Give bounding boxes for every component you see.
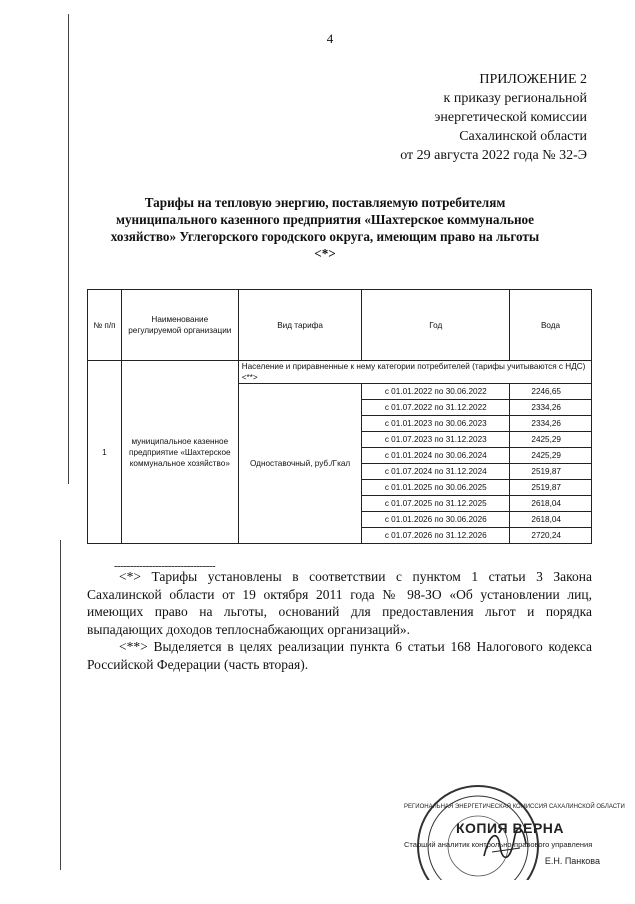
stamp-organization: РЕГИОНАЛЬНАЯ ЭНЕРГЕТИЧЕСКАЯ КОМИССИЯ САХАЛИНСКОЙ ОБЛАСТИ xyxy=(404,804,625,810)
footnote-separator: -------------------------------- xyxy=(114,560,216,572)
value-cell: 2425,29 xyxy=(510,432,592,448)
signature-icon xyxy=(480,826,530,866)
value-cell: 2334,26 xyxy=(510,416,592,432)
appendix-title: ПРИЛОЖЕНИЕ 2 xyxy=(479,72,587,87)
value-cell: 2618,04 xyxy=(510,496,592,512)
period-cell: с 01.07.2024 по 31.12.2024 xyxy=(362,464,510,480)
header-water: Вода xyxy=(510,290,592,361)
organization-name: муниципальное казенное предприятие «Шахтерское коммунальное хозяйство» xyxy=(121,361,238,544)
period-cell: с 01.01.2026 по 30.06.2026 xyxy=(362,512,510,528)
footnote-2: <**> Выделяется в целях реализации пункта 6 статьи 168 Налогового кодекса Российской Федерации (часть вторая). xyxy=(87,639,592,672)
stamp-copy-label: КОПИЯ ВЕРНА xyxy=(456,820,565,836)
value-cell: 2618,04 xyxy=(510,512,592,528)
row-number: 1 xyxy=(88,361,122,544)
table-header-row xyxy=(88,290,592,361)
table-row-category xyxy=(88,361,592,384)
tariff-type: Одноставочный, руб./Гкал xyxy=(238,384,362,544)
consumer-category: Население и приравненные к нему категории потребителей (тарифы учитываются с НДС) <**> xyxy=(238,361,591,384)
header-org: Наименование регулируемой организации xyxy=(121,290,238,361)
period-cell: с 01.07.2022 по 31.12.2022 xyxy=(362,400,510,416)
footnotes xyxy=(87,568,592,673)
appendix-date: от 29 августа 2022 года № 32-Э xyxy=(400,148,587,163)
period-cell: с 01.07.2025 по 31.12.2025 xyxy=(362,496,510,512)
stamp-name: Е.Н. Панкова xyxy=(544,856,600,866)
header-num: № п/п xyxy=(88,290,122,361)
header-type: Вид тарифа xyxy=(238,290,362,361)
period-cell: с 01.01.2024 по 30.06.2024 xyxy=(362,448,510,464)
document-title xyxy=(88,194,562,262)
period-cell: с 01.01.2025 по 30.06.2025 xyxy=(362,480,510,496)
title-line: хозяйство» Углегорского городского округа, имеющим право на льготы xyxy=(110,229,540,244)
scan-edge-line xyxy=(60,540,61,870)
stamp-position: Старший аналитик контрольно-правового управления xyxy=(404,840,593,849)
header-year: Год xyxy=(362,290,510,361)
title-line: муниципального казенного предприятия «Шахтерское коммунальное xyxy=(115,212,534,227)
value-cell: 2519,87 xyxy=(510,480,592,496)
period-cell: с 01.07.2026 по 31.12.2026 xyxy=(362,528,510,544)
value-cell: 2334,26 xyxy=(510,400,592,416)
period-cell: с 01.01.2023 по 30.06.2023 xyxy=(362,416,510,432)
value-cell: 2519,87 xyxy=(510,464,592,480)
title-line: Тарифы на тепловую энергию, поставляемую потребителям xyxy=(144,195,506,210)
value-cell: 2425,29 xyxy=(510,448,592,464)
appendix-header xyxy=(400,70,587,165)
appendix-line: к приказу региональной xyxy=(443,91,587,106)
footnote-1: <*> Тарифы установлены в соответствии с пунктом 1 статьи 3 Закона Сахалинской области от 19 октября 2011 года № 98-ЗО «Об установлении лиц, имеющих право на льготы, оснований для предоставления льгот и порядка выпадающих доходов теплоснабжающих организаций». xyxy=(87,569,592,637)
appendix-line: энергетической комиссии xyxy=(434,110,587,125)
period-cell: с 01.01.2022 по 30.06.2022 xyxy=(362,384,510,400)
tariff-table xyxy=(87,289,592,544)
appendix-line: Сахалинской области xyxy=(459,129,587,144)
value-cell: 2246,65 xyxy=(510,384,592,400)
value-cell: 2720,24 xyxy=(510,528,592,544)
title-line: <*> xyxy=(314,246,336,261)
period-cell: с 01.07.2023 по 31.12.2023 xyxy=(362,432,510,448)
page-number: 4 xyxy=(326,31,334,46)
scan-edge-line xyxy=(68,14,69,484)
